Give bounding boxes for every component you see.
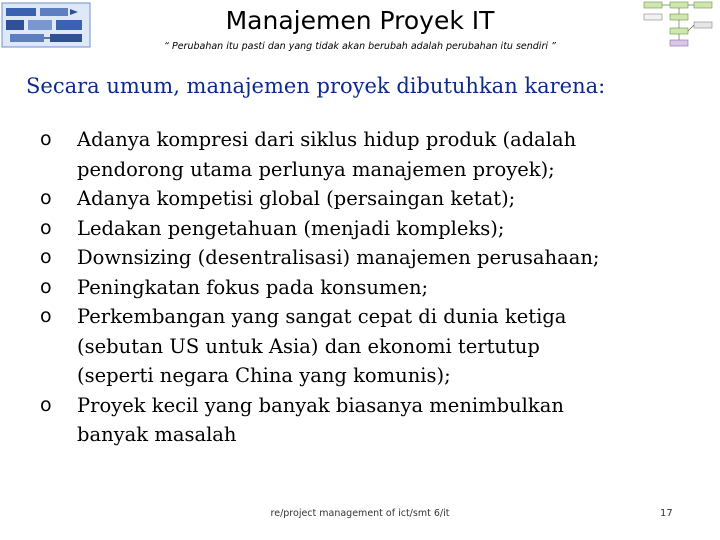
bullet-icon: o bbox=[40, 128, 52, 150]
list-item-text: (seperti negara China yang komunis); bbox=[77, 364, 451, 387]
list-item bbox=[40, 243, 710, 273]
list-item-text: Adanya kompresi dari siklus hidup produk (adalah bbox=[77, 128, 577, 151]
list-item-text: (sebutan US untuk Asia) dan ekonomi tertutup bbox=[77, 334, 540, 358]
list-item bbox=[40, 391, 710, 450]
bullet-icon: o bbox=[40, 393, 52, 416]
slide-tagline: “ Perubahan itu pasti dan yang tidak akan berubah adalah perubahan itu sendiri ” bbox=[164, 41, 556, 52]
list-item bbox=[40, 214, 710, 244]
list-item bbox=[40, 302, 710, 391]
bullet-icon: o bbox=[40, 216, 52, 239]
slide-footer: re/project management of ict/smt 6/it bbox=[270, 508, 450, 519]
reason-list bbox=[40, 125, 710, 450]
list-item bbox=[40, 125, 710, 184]
list-item-text: Downsizing (desentralisasi) manajemen perusahaan; bbox=[77, 246, 600, 269]
list-item-text: pendorong utama perlunya manajemen proyek); bbox=[77, 157, 555, 181]
list-item bbox=[40, 273, 710, 303]
list-item-text: Adanya kompetisi global (persaingan ketat); bbox=[77, 187, 516, 210]
list-item-text: Peningkatan fokus pada konsumen; bbox=[77, 275, 429, 299]
bullet-icon: o bbox=[40, 305, 52, 327]
list-item-text: Proyek kecil yang banyak biasanya menimbulkan bbox=[77, 393, 564, 417]
list-item-text: Perkembangan yang sangat cepat di dunia ketiga bbox=[77, 305, 567, 328]
list-item-text: banyak masalah bbox=[77, 423, 237, 446]
bullet-icon: o bbox=[40, 275, 52, 298]
section-heading: Secara umum, manajemen proyek dibutuhkan karena: bbox=[26, 74, 606, 98]
list-item bbox=[40, 184, 710, 214]
page-number: 17 bbox=[660, 508, 673, 519]
bullet-icon: o bbox=[40, 246, 52, 268]
slide-title: Manajemen Proyek IT bbox=[225, 6, 495, 35]
list-item-text: Ledakan pengetahuan (menjadi kompleks); bbox=[77, 216, 505, 240]
bullet-icon: o bbox=[40, 187, 52, 209]
